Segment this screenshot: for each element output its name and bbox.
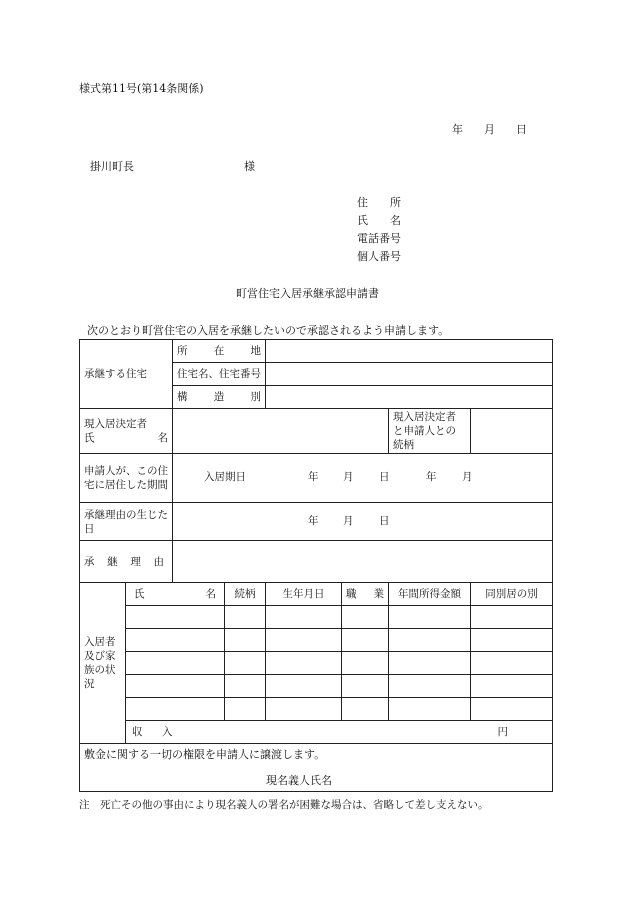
income-label-2: 入 <box>162 726 173 738</box>
applicant-personal-number-label: 個人番号 <box>357 250 401 263</box>
family-row <box>80 675 553 698</box>
date-day: 日 <box>516 123 527 136</box>
family-relation-cell[interactable] <box>225 652 266 675</box>
date-month: 月 <box>484 123 495 136</box>
period-year-1: 年 <box>308 471 319 483</box>
reason-date-month: 月 <box>343 515 354 527</box>
footnote: 注 死亡その他の事由により現名義人の署名が困難な場合は、省略して差し支えない。 <box>79 799 489 811</box>
reason-label: 承 継 理 由 <box>80 541 173 583</box>
family-birth-cell[interactable] <box>266 675 342 698</box>
family-income-cell[interactable] <box>389 698 471 721</box>
family-row <box>80 629 553 652</box>
application-table <box>79 339 553 792</box>
location-value[interactable] <box>266 340 553 363</box>
form-number: 様式第11号(第14条関係) <box>79 82 204 95</box>
document-title: 町営住宅入居承継承認申請書 <box>236 287 379 300</box>
family-header-income: 年間所得金額 <box>389 583 471 606</box>
applicant-address-label: 住 所 <box>357 196 401 209</box>
period-month-1: 月 <box>343 471 354 483</box>
period-value[interactable] <box>173 454 553 503</box>
reason-date-value[interactable] <box>173 503 553 541</box>
family-birth-cell[interactable] <box>266 652 342 675</box>
reason-date-label: 承継理由の生じた日 <box>80 503 173 541</box>
family-living-cell[interactable] <box>471 652 553 675</box>
structure-label: 構 造 別 <box>173 386 266 409</box>
income-label-1: 収 <box>132 726 143 738</box>
family-header-relation: 続柄 <box>225 583 266 606</box>
transfer-section <box>80 744 553 792</box>
period-month-2: 月 <box>462 471 473 483</box>
reason-date-day: 日 <box>379 515 390 527</box>
family-header-living: 同別居の別 <box>471 583 553 606</box>
family-living-cell[interactable] <box>471 698 553 721</box>
family-relation-cell[interactable] <box>225 675 266 698</box>
house-name-label: 住宅名、住宅番号 <box>173 363 266 386</box>
family-job-cell[interactable] <box>342 629 389 652</box>
family-label: 入居者及び家族の状況 <box>80 583 126 744</box>
reason-value[interactable] <box>173 541 553 583</box>
housing-label: 承継する住宅 <box>80 340 173 409</box>
current-resident-label: 現入居決定者 氏 名 <box>80 409 173 454</box>
family-income-cell[interactable] <box>389 652 471 675</box>
family-name-cell[interactable] <box>126 698 225 721</box>
family-name-cell[interactable] <box>126 606 225 629</box>
family-relation-cell[interactable] <box>225 629 266 652</box>
family-living-cell[interactable] <box>471 606 553 629</box>
family-income-cell[interactable] <box>389 606 471 629</box>
family-living-cell[interactable] <box>471 675 553 698</box>
family-row <box>80 698 553 721</box>
family-row <box>80 606 553 629</box>
current-resident-value[interactable] <box>173 409 389 454</box>
family-income-cell[interactable] <box>389 629 471 652</box>
family-relation-cell[interactable] <box>225 698 266 721</box>
family-relation-cell[interactable] <box>225 606 266 629</box>
intro-text: 次のとおり町営住宅の入居を承継したいので承認されるよう申請します。 <box>87 324 450 337</box>
location-label: 所 在 地 <box>173 340 266 363</box>
income-unit: 円 <box>497 726 508 738</box>
family-header-birth: 生年月日 <box>266 583 342 606</box>
family-living-cell[interactable] <box>471 629 553 652</box>
family-header-name: 氏 名 <box>126 583 225 606</box>
family-income-cell[interactable] <box>389 675 471 698</box>
applicant-phone-label: 電話番号 <box>357 232 401 245</box>
family-birth-cell[interactable] <box>266 606 342 629</box>
family-job-cell[interactable] <box>342 652 389 675</box>
relation-value[interactable] <box>471 409 553 454</box>
income-row[interactable] <box>126 721 553 744</box>
house-name-value[interactable] <box>266 363 553 386</box>
date-year: 年 <box>452 123 463 136</box>
family-birth-cell[interactable] <box>266 629 342 652</box>
family-name-cell[interactable] <box>126 675 225 698</box>
family-name-cell[interactable] <box>126 629 225 652</box>
structure-value[interactable] <box>266 386 553 409</box>
period-year-2: 年 <box>426 471 437 483</box>
current-signature-label: 現名義人氏名 <box>266 774 332 787</box>
transfer-text: 敷金に関する一切の権限を申請人に譲渡します。 <box>84 748 326 761</box>
family-name-cell[interactable] <box>126 652 225 675</box>
family-row <box>80 652 553 675</box>
family-job-cell[interactable] <box>342 675 389 698</box>
family-birth-cell[interactable] <box>266 698 342 721</box>
relation-label: 現入居決定者と申請人との続柄 <box>389 409 471 454</box>
period-label: 申請人が、この住宅に居住した期間 <box>80 454 173 503</box>
applicant-name-label: 氏 名 <box>357 214 401 227</box>
family-job-cell[interactable] <box>342 606 389 629</box>
period-day-1: 日 <box>379 471 390 483</box>
move-in-label: 入居期日 <box>204 471 246 483</box>
addressee-honorific: 様 <box>244 160 255 173</box>
addressee-name: 掛川町長 <box>90 160 134 173</box>
reason-date-year: 年 <box>308 515 319 527</box>
family-job-cell[interactable] <box>342 698 389 721</box>
family-header-job: 職 業 <box>342 583 389 606</box>
